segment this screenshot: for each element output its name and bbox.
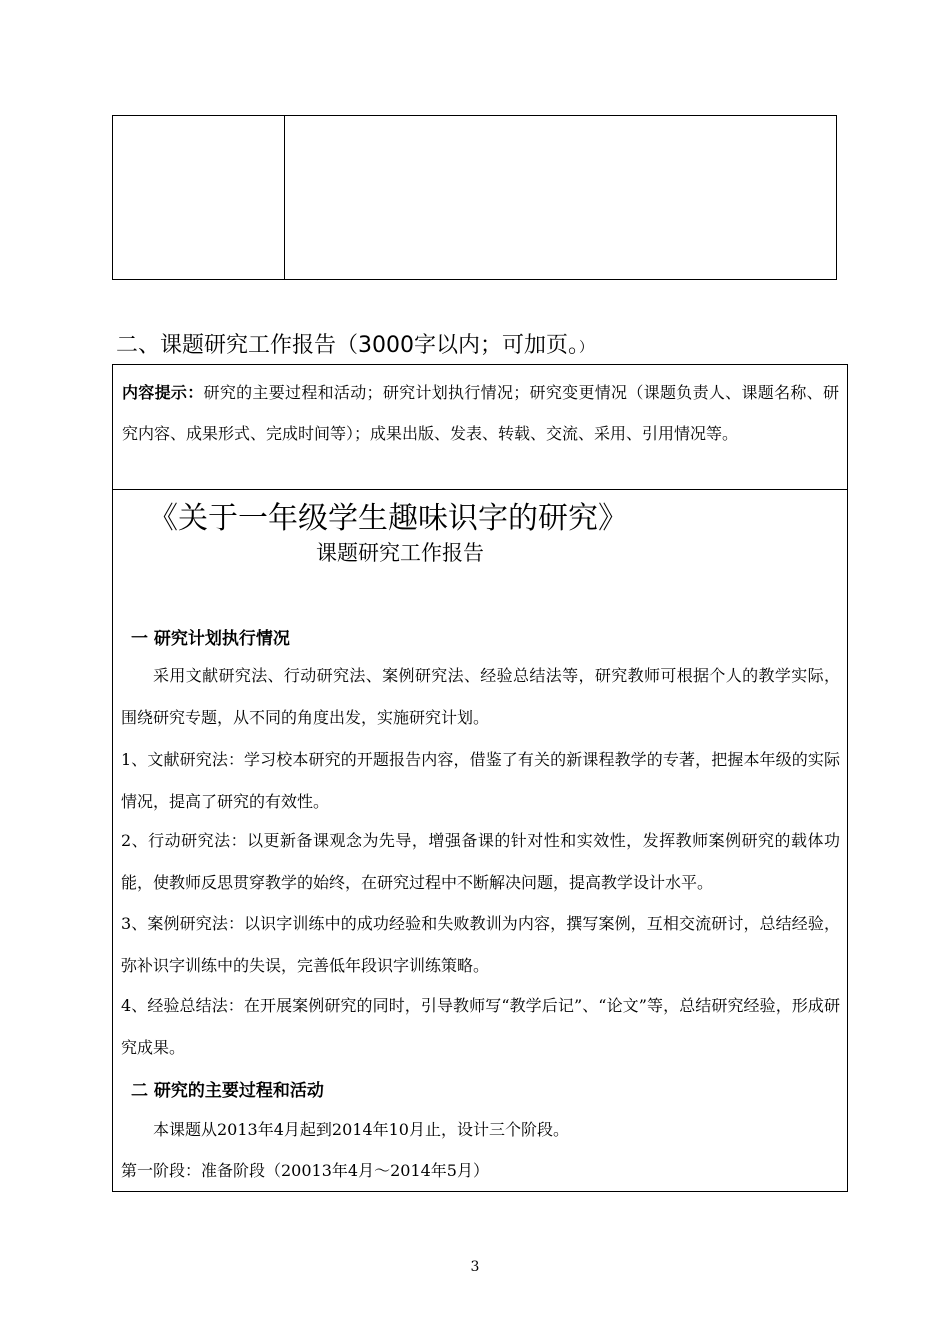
section1-heading: 一 研究计划执行情况 [131, 629, 290, 649]
hint-text: 研究的主要过程和活动；研究计划执行情况；研究变更情况（课题负责人、课题名称、研究内容、成果形式、完成时间等）；成果出版、发表、转载、交流、采用、引用情况等。 [122, 383, 839, 443]
section-heading-close: ） [579, 340, 593, 356]
method-item-2: 2、行动研究法：以更新备课观念为先导，增强备课的针对性和实效性，发挥教师案例研究的载体功能，使教师反思贯穿教学的始终，在研究过程中不断解决问题，提高教学设计水平。 [121, 831, 840, 892]
report-subtitle: 课题研究工作报告 [316, 541, 484, 565]
hint-label: 内容提示： [122, 383, 204, 402]
section2-heading: 二 研究的主要过程和活动 [131, 1081, 324, 1101]
method-item-4: 4、经验总结法：在开展案例研究的同时，引导教师写“教学后记”、“论文”等，总结研究经验，形成研究成果。 [121, 996, 840, 1057]
method-item-3: 3、案例研究法：以识字训练中的成功经验和失败教训为内容，撰写案例，互相交流研讨，总结经验，弥补识字训练中的失误，完善低年段识字训练策略。 [121, 914, 840, 975]
section-heading [116, 328, 593, 359]
top-table [112, 115, 837, 280]
method-item-1: 1、文献研究法：学习校本研究的开题报告内容，借鉴了有关的新课程教学的专著，把握本年级的实际情况，提高了研究的有效性。 [121, 750, 840, 811]
content-hint [113, 365, 847, 490]
stage1-text: 第一阶段：准备阶段（20013年4月～2014年5月） [121, 1161, 489, 1180]
report-title: 《关于一年级学生趣味识字的研究》 [148, 501, 628, 536]
page-number: 3 [470, 1259, 480, 1275]
section2-intro: 本课题从2013年4月起到2014年10月止，设计三个阶段。 [153, 1120, 569, 1139]
section-heading-text: 二、课题研究工作报告（3000字以内；可加页。 [116, 333, 579, 358]
table-column-divider [284, 116, 285, 279]
section1-intro: 采用文献研究法、行动研究法、案例研究法、经验总结法等，研究教师可根据个人的教学实际，围绕研究专题，从不同的角度出发，实施研究计划。 [121, 666, 840, 727]
